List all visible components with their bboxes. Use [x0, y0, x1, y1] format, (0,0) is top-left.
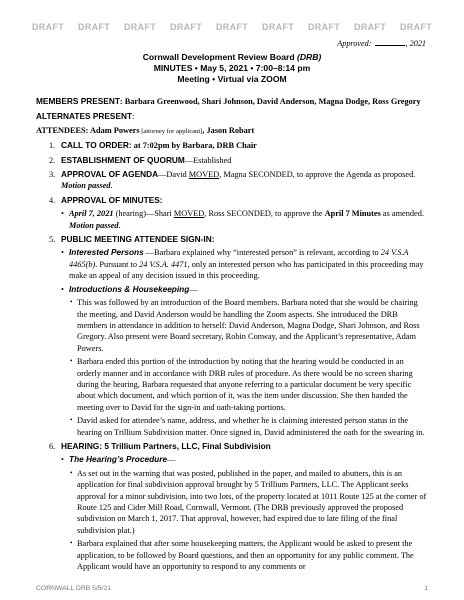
draft-watermark: DRAFT: [400, 22, 432, 32]
draft-watermark: DRAFT: [32, 22, 64, 32]
item-approval-of-agenda: 3. APPROVAL OF AGENDA—David MOVED, Magna SECONDED, to approve the Agenda as proposed. Motion passed.: [49, 169, 416, 191]
footer-label: CORNWALL DRB 5/5/21: [36, 585, 112, 592]
alternates-present: ALTERNATES PRESENT:: [36, 111, 135, 122]
procedure-bullet: • Barbara explained that after some housekeeping matters, the Applicant would be asked to present the application, to be followed by Board questions, and then an opportunity for any public comment. The Applicant would have an opportunity to respond to any comments or: [70, 539, 414, 572]
item-approval-of-minutes: 4. APPROVAL OF MINUTES:: [49, 194, 163, 205]
approved-line: [337, 38, 426, 48]
intro-bullet: • David asked for attendee’s name, address, and whether he is claiming interested person status in the hearing on Trillium Subdivision matter. Once signed in, David administered the oath for the swearing in.: [70, 416, 425, 437]
draft-watermark: DRAFT: [78, 22, 110, 32]
draft-watermark: DRAFT: [124, 22, 156, 32]
page-number: 1: [424, 585, 428, 592]
item-call-to-order: 1. CALL TO ORDER: at 7:02pm by Barbara, DRB Chair: [49, 140, 257, 151]
interested-persons-entry: • Interested Persons —Barbara explained why “interested person” is relevant, according to 24 V.S.A 4465(b). Pursuant to 24 V.S.A. 4471, only an interested person who has participated in this proceeding may make an appeal of any decision issued in this proceeding.: [61, 247, 424, 281]
minutes-approval-entry: • April 7, 2021 (hearing)—Shari MOVED, Ross SECONDED, to approve the April 7 Minutes as amended. Motion passed.: [61, 209, 424, 230]
approved-date-blank: [375, 38, 405, 46]
hearing-procedure-entry: • The Hearing’s Procedure—: [61, 454, 176, 465]
intro-bullet: • This was followed by an introduction of the Board members. Barbara noted that she would be chairing the meeting, and David Anderson would be handling the Zoom aspects. She introduced the DRB members in attendance in addition to herself: David Anderson, Magna Dodge, Shari Johnson, and Ross Gregory. Also present were Board secretary, Robin Conway, and the Applicant’s representative, Adam Powers.: [70, 298, 420, 353]
draft-watermark: DRAFT: [216, 22, 248, 32]
approved-year: , 2021: [405, 39, 426, 48]
draft-watermark-row: [32, 22, 432, 32]
draft-watermark: DRAFT: [170, 22, 202, 32]
attendees: ATTENDEES: Adam Powers [attorney for applicant], Jason Robart: [36, 125, 255, 135]
item-hearing: 6. HEARING: 5 Trillium Partners, LLC, Final Subdivision: [49, 440, 271, 451]
draft-watermark: DRAFT: [262, 22, 294, 32]
item-attendee-sign-in: 5. PUBLIC MEETING ATTENDEE SIGN-IN:: [49, 234, 215, 245]
members-present: MEMBERS PRESENT: Barbara Greenwood, Shari Johnson, David Anderson, Magna Dodge, Ross Gregory: [36, 96, 421, 106]
procedure-bullet: • As set out in the warning that was posted, published in the paper, and mailed to abutters, this is an application for final subdivision approval brought by 5 Trillium Partners, LLC. The Applicant seeks approval for a minor subdivision, into two lots, of the property located at 1011 Route 125 at the corner of Route 125 and Cider Mill Road, Cornwall, Vermont. (The DRB previously approved the proposed subdivision on March 1, 2017. That approval, however, had expired due to late filing of the final subdivision plat.): [70, 468, 427, 535]
intro-bullet: • Barbara ended this portion of the introduction by noting that the hearing would be conducted in an orderly manner and in accordance with DRB rules of procedure. As there would be no screen sharing during the hearing, Barbara requested that anyone referring to a particular document be very specific about which document, and which portion of it, was the item under discussion. She then handed the meeting over to David for the sign-in and oath-taking portions.: [70, 357, 413, 412]
meeting-format-line: Meeting • Virtual via ZOOM: [177, 74, 287, 84]
draft-watermark: DRAFT: [354, 22, 386, 32]
board-title: Cornwall Development Review Board (DRB): [142, 52, 322, 62]
draft-watermark: DRAFT: [308, 22, 340, 32]
document-header: [0, 52, 464, 85]
page-footer: [36, 585, 428, 592]
minutes-body: [36, 96, 428, 572]
minutes-date-line: MINUTES • May 5, 2021 • 7:00–8:14 pm: [153, 63, 311, 73]
approved-label: Approved:: [337, 39, 372, 48]
item-quorum: 2. ESTABLISHMENT OF QUORUM—Established: [49, 154, 232, 165]
introductions-entry: • Introductions & Housekeeping—: [61, 283, 198, 294]
